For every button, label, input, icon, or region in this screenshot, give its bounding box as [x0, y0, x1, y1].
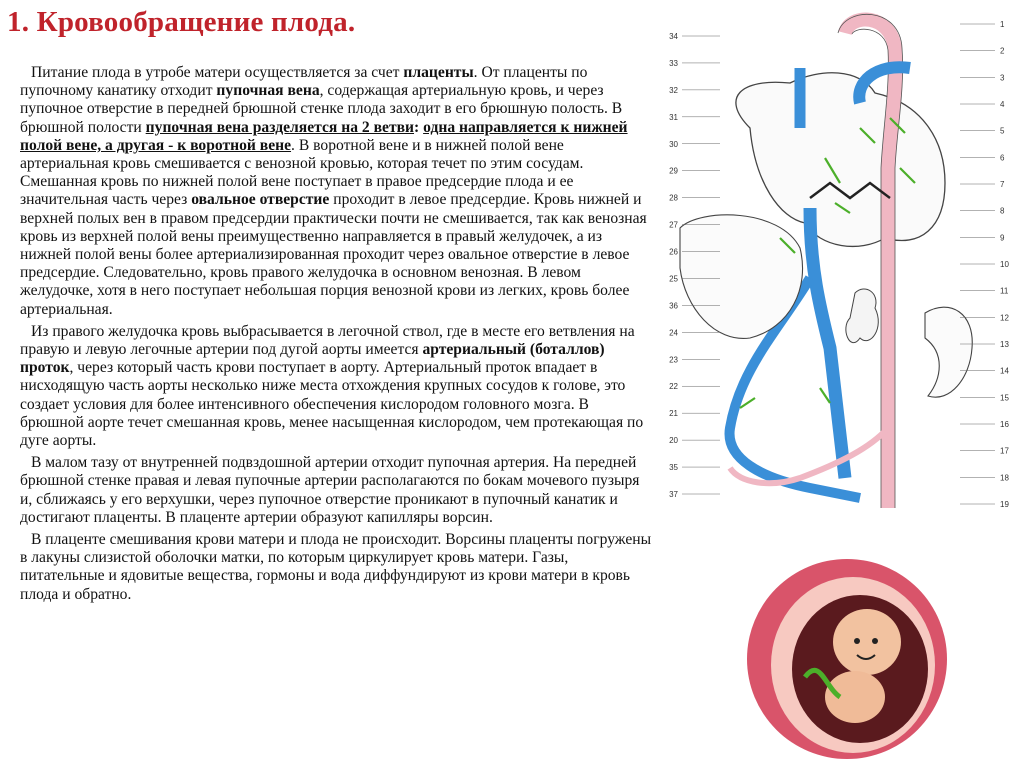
body-text	[20, 64, 654, 608]
text-segment: , содержащая артериальную кровь, и через пупочное отверстие в передней брюшной стенке плода заходит в его брюшную полость. В брюшной полости	[20, 82, 623, 136]
intestine	[846, 289, 878, 343]
diagram-label: 30	[669, 139, 678, 149]
paragraph	[20, 454, 654, 527]
text-segment: В малом тазу от внутренней подвздошной артерии отходит пупочная артерия. На передней брюшной стенке правая и левая пупочные артерии располагаются по бокам мочевого пузыря и, сближаясь у его верхушки, через пупочное отверстие проникают в пупочный канатик и достигают плаценты. В плаценте артерии образуют капилляры ворсин.	[20, 454, 640, 526]
fetus-in-womb-illustration	[745, 557, 950, 762]
fetus-eye-right	[872, 638, 878, 644]
diagram-label: 26	[669, 247, 678, 257]
text-segment: пупочная вена	[216, 82, 320, 100]
diagram-label: 28	[669, 193, 678, 203]
fetus-head	[833, 609, 901, 675]
diagram-label: 27	[669, 220, 678, 230]
diagram-label: 2	[1000, 46, 1005, 56]
diagram-label: 34	[669, 32, 678, 41]
paragraph	[20, 323, 654, 450]
diagram-label: 29	[669, 166, 678, 176]
diagram-label: 16	[1000, 420, 1009, 429]
diagram-label: 14	[1000, 366, 1009, 376]
diagram-label: 25	[669, 274, 678, 284]
diagram-label: 15	[1000, 393, 1009, 403]
diagram-label: 1	[1000, 20, 1005, 29]
diagram-label: 8	[1000, 206, 1005, 216]
heart-outline	[736, 73, 945, 247]
diagram-label: 19	[1000, 500, 1009, 509]
text-segment: :	[414, 118, 424, 136]
text-segment: артериальный (боталлов) проток	[20, 341, 605, 377]
diagram-label: 17	[1000, 446, 1009, 456]
diagram-label: 35	[669, 463, 678, 473]
diagram-label: 23	[669, 355, 678, 365]
fetal-circulation-diagram	[660, 8, 1022, 538]
fetus-eye-left	[854, 638, 860, 644]
fetus-body	[825, 671, 885, 723]
text-segment: проходит в левое предсердие. Кровь нижней и верхней полых вен в правом предсердии практически почти не смешивается, так как венозная кровь из верхней полой вены преимущественно направляется в правый желудочек, а из нижней полой вены более артериализированная проходит через овальное отверстие в левое предсердие. Следовательно, кровь правого желудочка в основном венозная. В левом желудочке, хотя в него поступает небольшая порция венозной крови из легких, кровь более артериальная.	[20, 191, 647, 318]
text-segment: одна направляется к нижней полой вене, а другая - к воротной вене	[20, 118, 628, 154]
labels-right	[960, 20, 1009, 509]
diagram-label: 11	[1000, 286, 1009, 296]
diagram-label: 22	[669, 382, 678, 392]
umbilical-arteries	[730, 428, 888, 483]
diagram-label: 37	[669, 490, 678, 499]
diagram-label: 32	[669, 85, 678, 95]
diagram-label: 13	[1000, 340, 1009, 349]
diagram-label: 20	[669, 436, 678, 446]
text-segment: . От плаценты по пупочному канатику отходит	[20, 64, 588, 100]
diagram-label: 9	[1000, 233, 1005, 243]
inferior-vena-cava	[810, 208, 845, 478]
diagram-label: 3	[1000, 73, 1005, 83]
text-segment: Питание плода в утробе матери осуществляется за счет	[31, 64, 404, 81]
text-segment: Из правого желудочка кровь выбрасывается в легочной ствол, где в месте его ветвления на правую и левую легочные артерии под дугой аорты имеется	[20, 322, 635, 359]
diagram-label: 10	[1000, 260, 1009, 269]
diagram-label: 33	[669, 58, 678, 68]
text-segment: , через который часть крови поступает в аорту. Артериальный проток впадает в нисходящую часть аорты несколько ниже места отхождения крупных сосудов к голове, это создает условия для более интенсивного обеспечения кислородом головного мозга. В брюшной аорте течет смешанная кровь, менее насыщенная кислородом, чем протекающая по дуге аорты.	[20, 359, 644, 450]
paragraph	[20, 64, 654, 319]
diagram-label: 12	[1000, 313, 1009, 323]
text-segment: В плаценте смешивания крови матери и плода не происходит. Ворсины плаценты погружены в лакуны слизистой оболочки матки, по которым циркулирует кровь матери. Газы, питательные и ядовитые вещества, гормоны и вода диффундируют из крови матери в кровь плода и обратно.	[20, 531, 652, 603]
text-segment: овальное отверстие	[191, 191, 330, 209]
diagram-label: 5	[1000, 126, 1005, 136]
diagram-label: 6	[1000, 153, 1005, 163]
kidney	[925, 307, 972, 397]
paragraph	[20, 531, 654, 604]
diagram-label: 24	[669, 328, 678, 338]
text-segment: . В воротной вене и в нижней полой вене артериальная кровь смешивается с венозной кровью, которая течет по этим сосудам. Смешанная кровь по нижней полой вене поступает в правое предсердие плода и ее значительная часть через	[20, 136, 584, 209]
diagram-label: 21	[669, 409, 678, 419]
diagram-label: 18	[1000, 473, 1009, 483]
text-segment: плаценты	[403, 64, 474, 81]
diagram-label: 31	[669, 112, 678, 122]
diagram-label: 4	[1000, 100, 1005, 109]
page-title: 1. Кровообращение плода.	[7, 6, 356, 38]
diagram-label: 36	[669, 301, 678, 311]
diagram-label: 7	[1000, 180, 1005, 189]
text-segment: пупочная вена разделяется на 2 ветви	[145, 118, 415, 136]
